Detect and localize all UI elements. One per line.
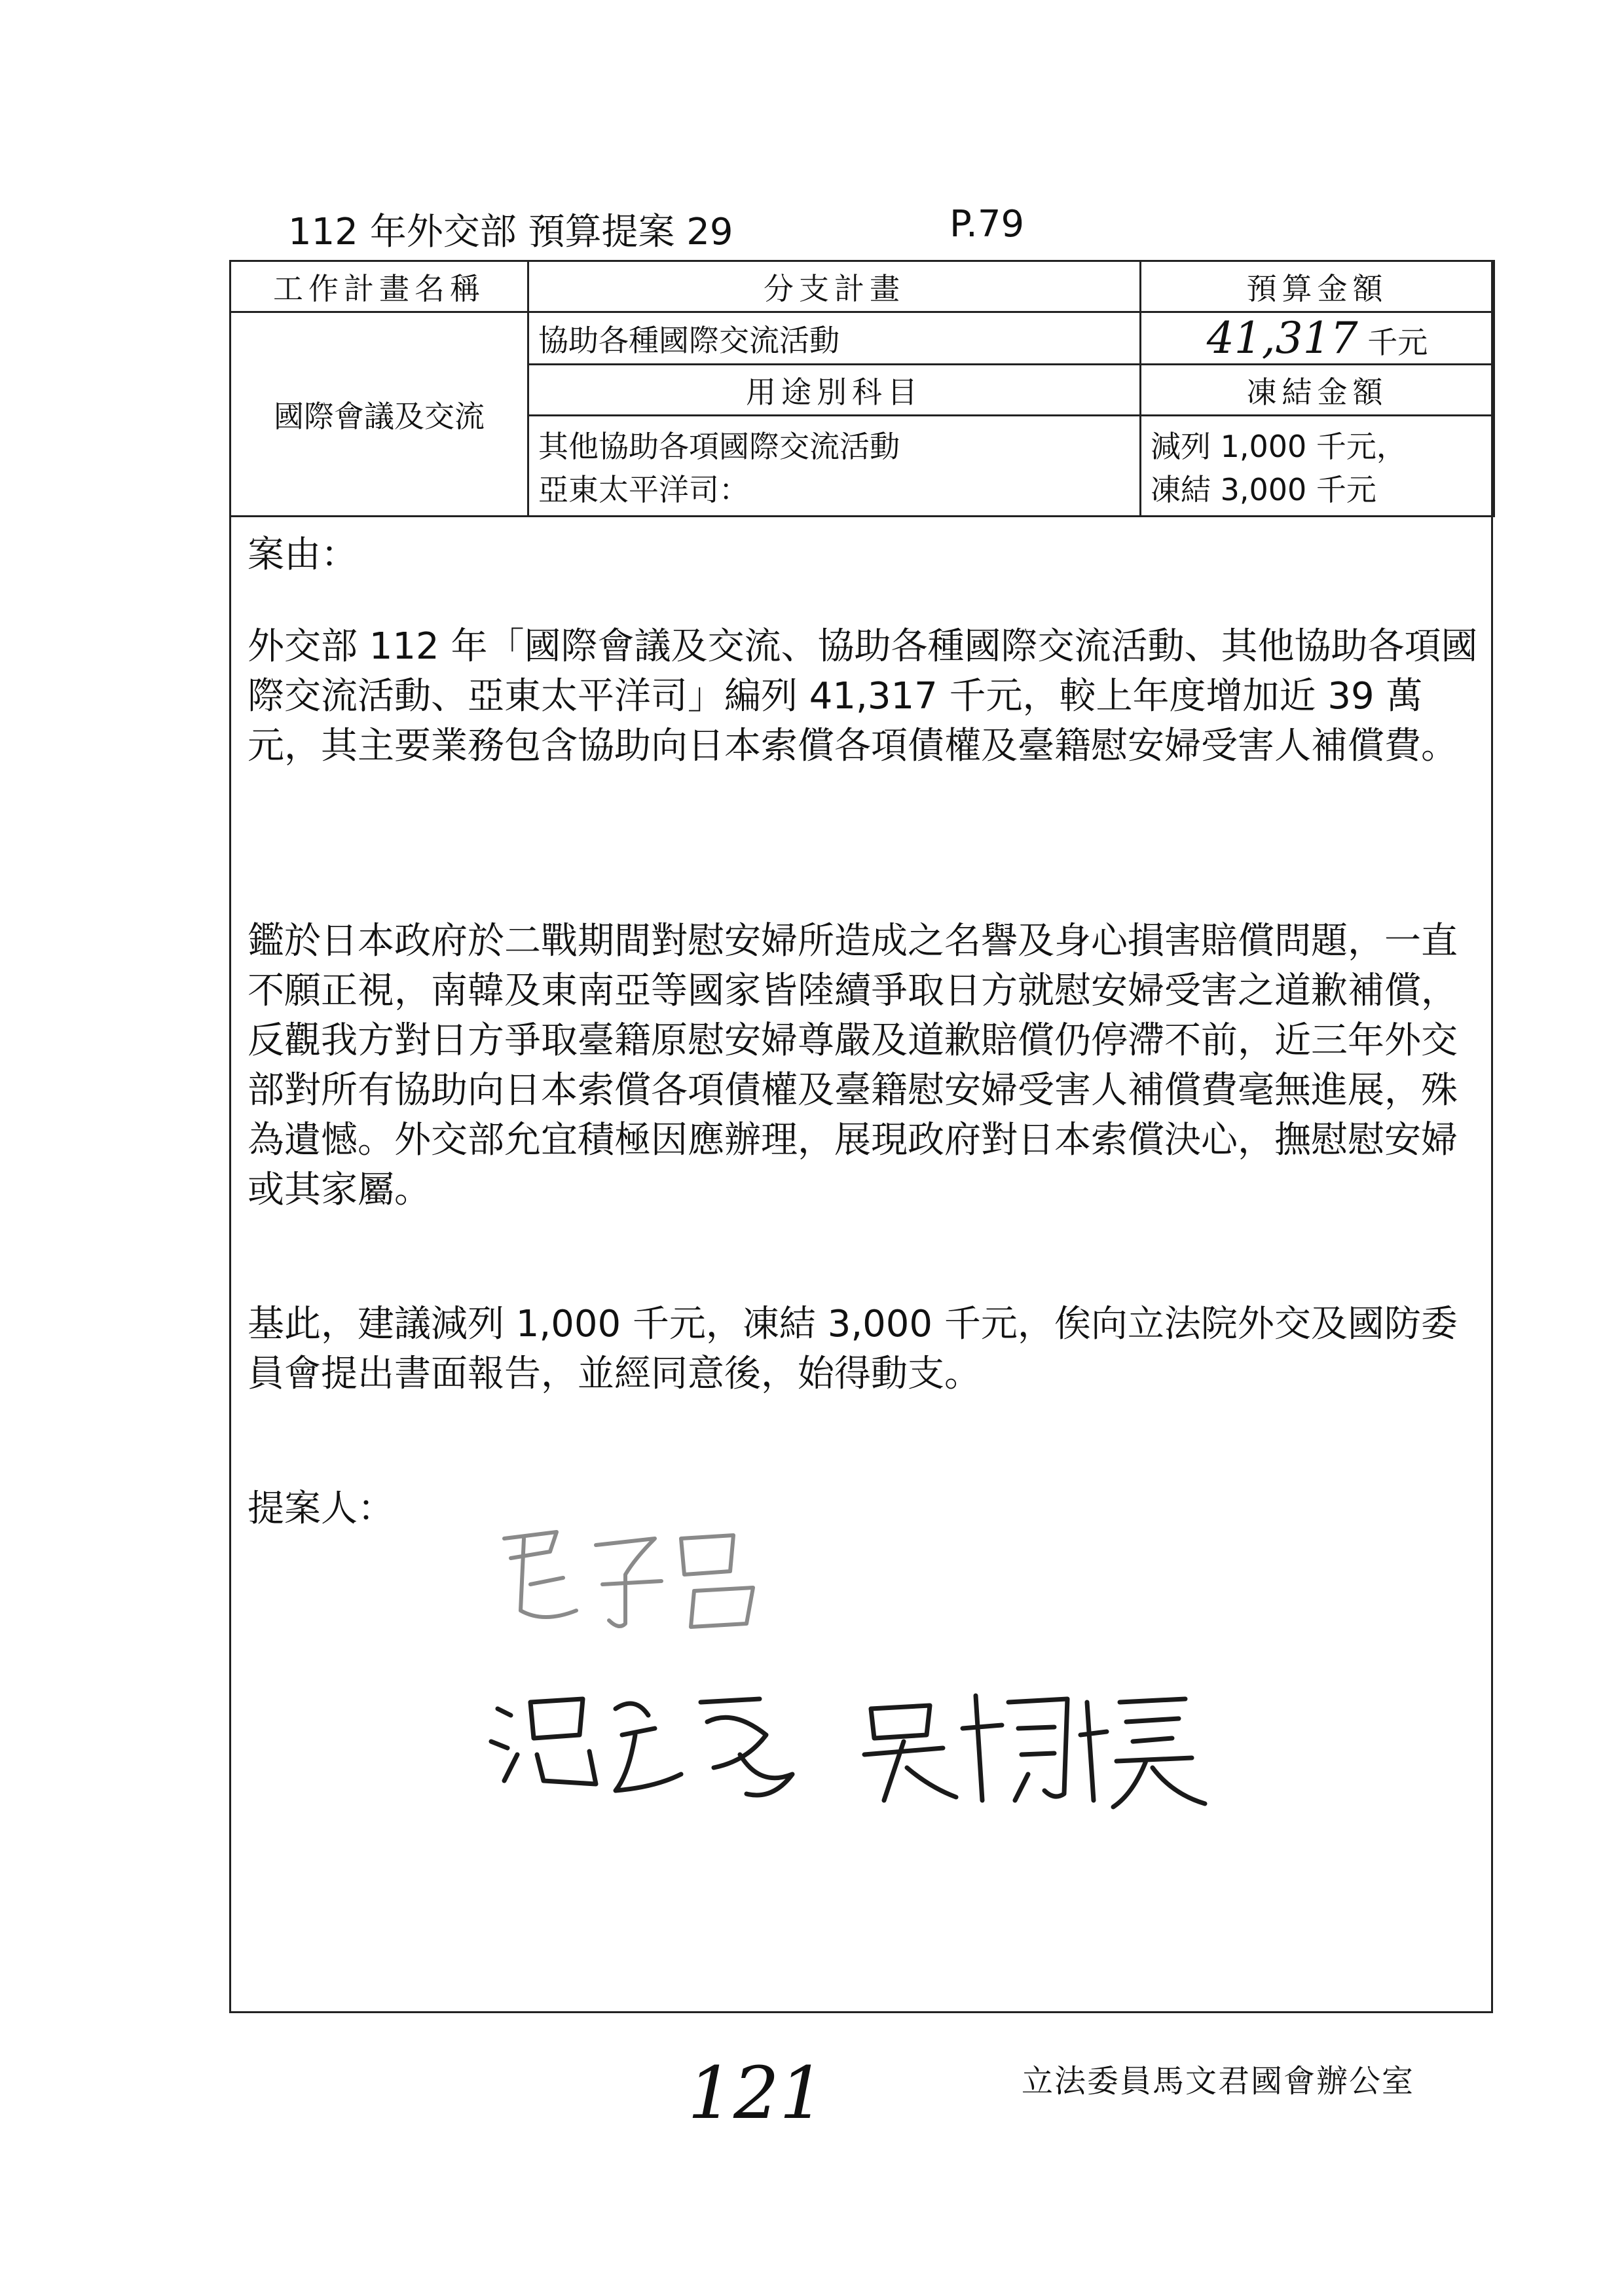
paragraph-text: 鑑於日本政府於二戰期間對慰安婦所造成之名譽及身心損害賠償問題，一直不願正視，南韓及東南亞等國家皆陸續爭取日方就慰安婦受害之道歉補償，反觀我方對日方爭取臺籍原慰安婦尊嚴及道歉賠償仍停滯不前，近三年外交部對所有協助向日本索償各項債權及臺籍慰安婦受害人補償費毫無進展，殊為遺憾。外交部允宜積極因應辦理，展現政府對日本索償決心，撫慰慰安婦或其家屬。 bbox=[248, 920, 1458, 1211]
handwritten-page-number bbox=[681, 2056, 851, 2134]
signature-wu-sz-huai bbox=[858, 1676, 1225, 1820]
budget-table bbox=[229, 260, 1495, 517]
page-number-text: 121 bbox=[688, 2056, 825, 2134]
branch-plan-header: 分支計畫 bbox=[528, 261, 1141, 312]
paragraph-3 bbox=[248, 1300, 1479, 1399]
usage-line: 亞東太平洋司： bbox=[538, 471, 749, 507]
budget-amount-cell bbox=[1141, 312, 1494, 365]
freeze-line: 減列 1,000 千元， bbox=[1151, 428, 1407, 464]
proposal-title: 112 年外交部 預算提案 29 bbox=[288, 211, 733, 253]
branch-plan-cell: 協助各種國際交流活動 bbox=[528, 312, 1141, 365]
usage-header: 用途別科目 bbox=[528, 365, 1141, 416]
office-name: 立法委員馬文君國會辦公室 bbox=[1022, 2063, 1415, 2100]
branch-row bbox=[231, 312, 1494, 365]
freeze-amount-header: 凍結金額 bbox=[1141, 365, 1494, 416]
paragraph-text: 外交部 112 年「國際會議及交流、協助各種國際交流活動、其他協助各項國際交流活動、亞東太平洋司」編列 41,317 千元，較上年度增加近 39 萬元，其主要業務包含協助向日本索償各項債權及臺籍慰安婦受害人補償費。 bbox=[248, 625, 1478, 767]
paragraph-1 bbox=[248, 622, 1479, 771]
freeze-amount-cell bbox=[1141, 416, 1494, 517]
usage-cell bbox=[528, 416, 1141, 517]
budget-amount-header: 預算金額 bbox=[1141, 261, 1494, 312]
signature-ma-wen-chun bbox=[485, 1512, 786, 1643]
page-reference: P.79 bbox=[950, 203, 1025, 246]
budget-amount-value: 41,317 bbox=[1206, 313, 1358, 363]
freeze-line: 凍結 3,000 千元 bbox=[1151, 471, 1376, 507]
paragraph-2 bbox=[248, 917, 1479, 1215]
paragraph-text: 基此，建議減列 1,000 千元，凍結 3,000 千元，俟向立法院外交及國防委員會提出書面報告，並經同意後，始得動支。 bbox=[248, 1303, 1458, 1395]
table-header-row bbox=[231, 261, 1494, 312]
reason-label: 案由： bbox=[248, 534, 358, 576]
proposer-label: 提案人： bbox=[248, 1487, 394, 1530]
document-header bbox=[288, 203, 1025, 255]
signature-wen-yu-hsia bbox=[485, 1676, 851, 1807]
program-name-cell: 國際會議及交流 bbox=[231, 312, 528, 517]
program-name-header: 工作計畫名稱 bbox=[231, 261, 528, 312]
usage-line: 其他協助各項國際交流活動 bbox=[538, 428, 900, 464]
budget-amount-unit: 千元 bbox=[1367, 325, 1428, 360]
